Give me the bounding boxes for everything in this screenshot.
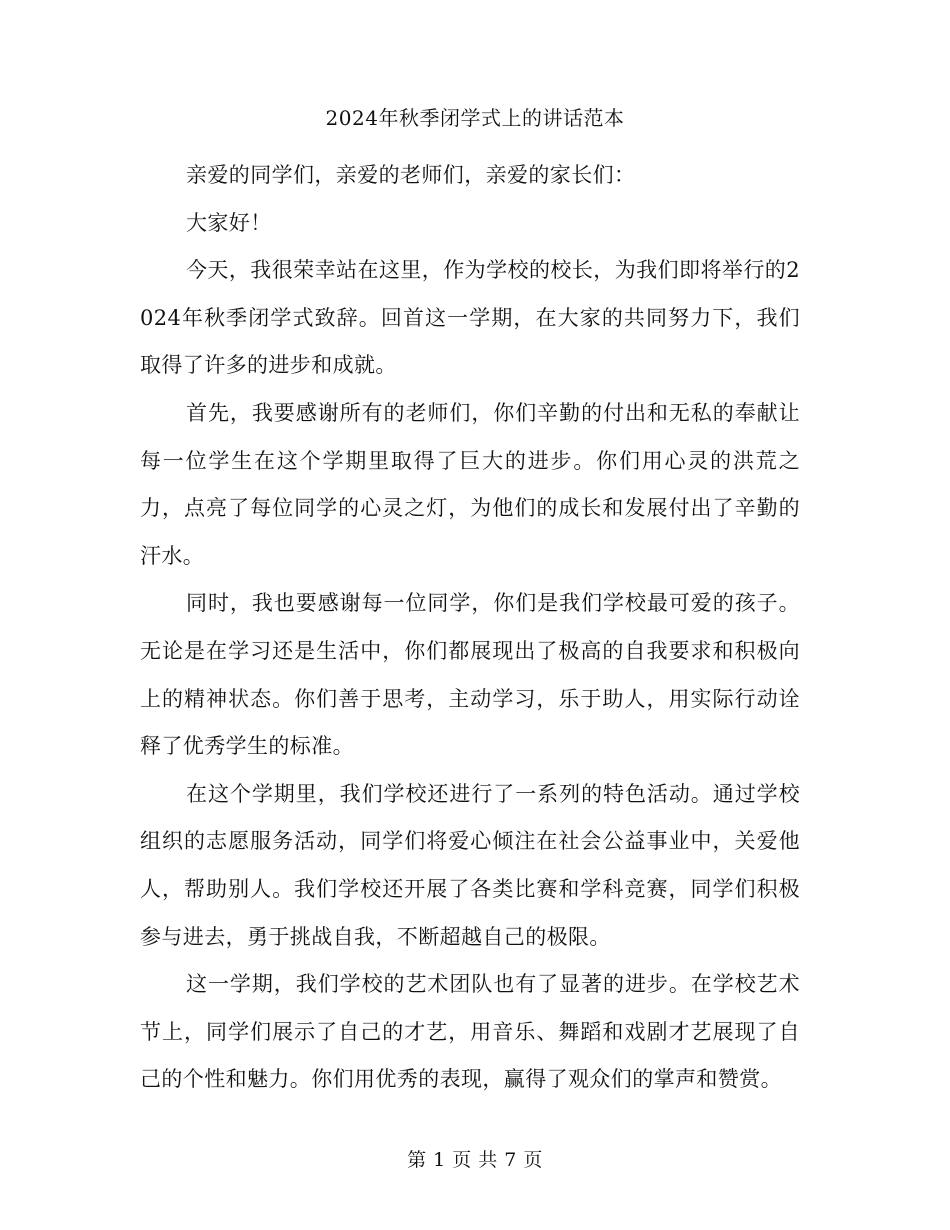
- body-paragraph: 首先，我要感谢所有的老师们，你们辛勤的付出和无私的奉献让每一位学生在这个学期里取得了巨大的进步。你们用心灵的洪荒之力，点亮了每位同学的心灵之灯，为他们的成长和发展付出了辛勤的汗水。: [140, 400, 800, 568]
- document-body: [140, 152, 800, 1104]
- page-footer: 第 1 页 共 7 页: [407, 1149, 543, 1171]
- body-paragraph: 在这个学期里，我们学校还进行了一系列的特色活动。通过学校组织的志愿服务活动，同学们将爱心倾注在社会公益事业中，关爱他人，帮助别人。我们学校还开展了各类比赛和学科竞赛，同学们积极参与进去，勇于挑战自我，不断超越自己的极限。: [140, 781, 800, 949]
- body-paragraph: 今天，我很荣幸站在这里，作为学校的校长，为我们即将举行的2024年秋季闭学式致辞。回首这一学期，在大家的共同努力下，我们取得了许多的进步和成就。: [140, 258, 800, 378]
- document-title: 2024年秋季闭学式上的讲话范本: [325, 106, 625, 130]
- body-paragraph: 同时，我也要感谢每一位同学，你们是我们学校最可爱的孩子。无论是在学习还是生活中，你们都展现出了极高的自我要求和积极向上的精神状态。你们善于思考，主动学习，乐于助人，用实际行动诠释了优秀学生的标准。: [140, 591, 800, 759]
- salutation-paragraph: 亲爱的同学们，亲爱的老师们，亲爱的家长们：: [186, 163, 636, 187]
- body-paragraph: 这一学期，我们学校的艺术团队也有了显著的进步。在学校艺术节上，同学们展示了自己的才艺，用音乐、舞蹈和戏剧才艺展现了自己的个性和魅力。你们用优秀的表现，赢得了观众们的掌声和赞赏。: [140, 972, 800, 1092]
- greeting-paragraph: 大家好！: [186, 210, 272, 235]
